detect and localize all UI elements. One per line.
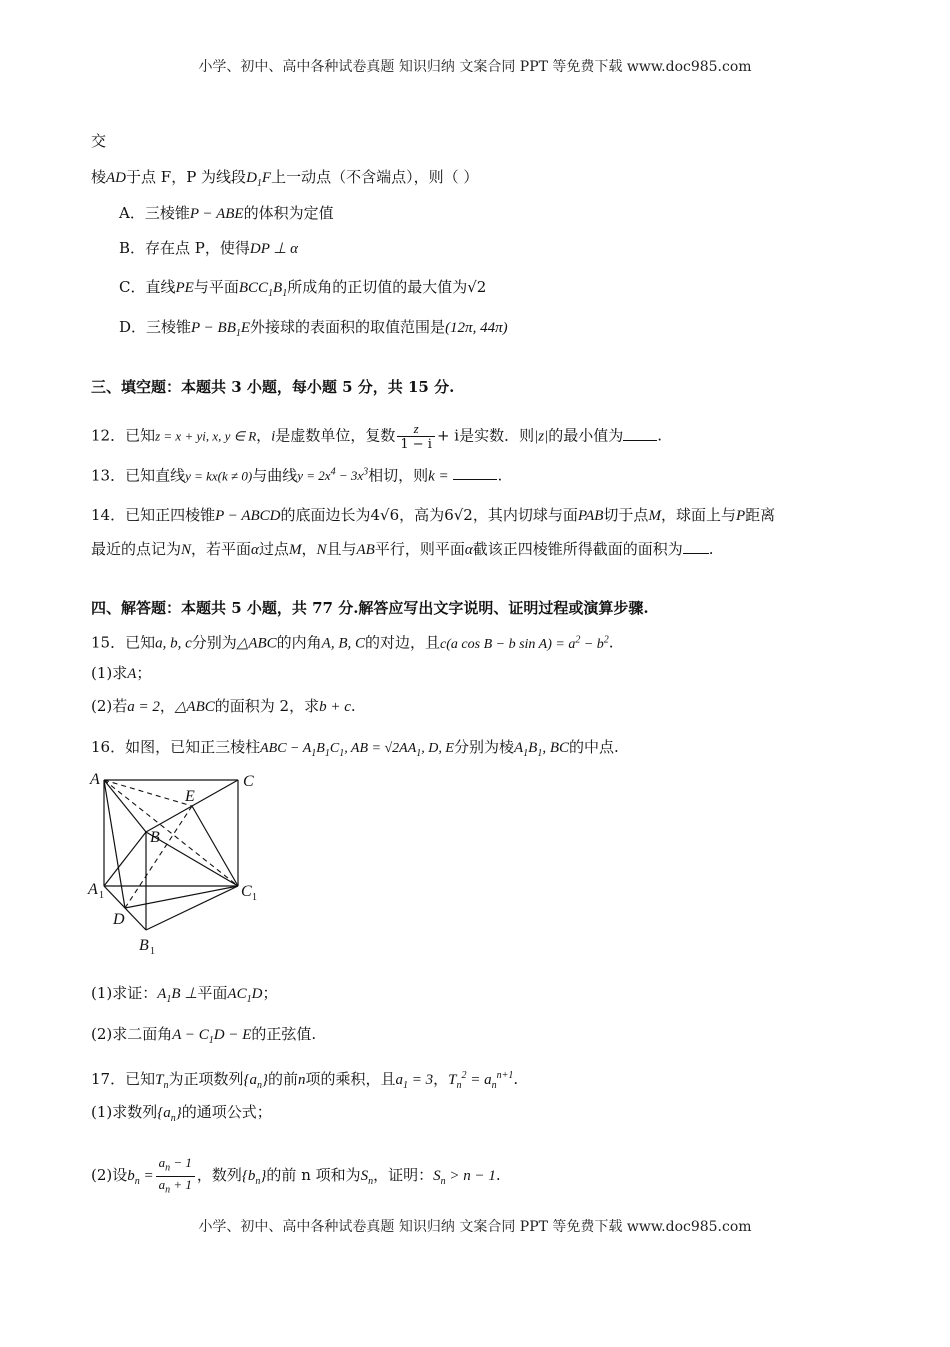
label-b1-sub: 1 [150,946,155,957]
q11-stem: 棱AD于点 F，P 为线段$D_1F$上一动点（不含端点），则（ ） [91,168,479,189]
label-a1-sub: 1 [99,890,104,901]
section-4-heading: 四、解答题：本题共 5 小题，共 77 分.解答应写出文字说明、证明过程或演算步骤. [91,599,649,617]
edge-b1c1 [146,886,238,930]
q11-option-a: A．三棱锥P − ABE的体积为定值 [119,204,334,222]
q17-stem: 17．已知$T_n$为正项数列$\{a_n\}$的前n项的乘积，且$a_1 = 3$，$T_n^2 = a_n^{n+1}$. [91,1070,519,1091]
label-d: D [113,911,125,928]
dashed-ac1 [104,780,238,886]
label-a1: A [88,881,98,898]
q13: 13．已知直线y = kx(k ≠ 0)与曲线$y = 2x^4 - 3x^3$相切，则k = . [91,466,503,485]
label-e: E [185,788,195,805]
segment-dc1 [125,886,238,908]
edge-ab [104,780,146,832]
segment-bc1 [146,832,238,886]
dashed-de [125,806,192,908]
q12: 12．已知z = x + yi, x, y ∈ R，i是虚数单位，复数 $\frac{z}{1 - i}$ + i是实数．则|z|的最小值为 . [91,421,662,452]
label-c1-sub: 1 [252,892,257,903]
label-a: A [90,771,100,788]
q11-continuation: 交 [91,132,107,150]
page-footer: 小学、初中、高中各种试卷真题 知识归纳 文案合同 PPT 等免费下载 www.doc985.com [198,1219,752,1235]
dashed-ae [104,780,192,806]
q15-stem: 15．已知a, b, c分别为△ABC的内角A, B, C的对边，且c(a cos B − b $\sin A) = a^2 - b^2$. [91,633,614,652]
label-c1: C [241,883,252,900]
q16-part-2: (2)求二面角$A - C_1D - E$的正弦值. [91,1025,317,1046]
q16-stem: 16．如图，已知正三棱柱ABC − $A_1B_1C_1$, AB = $√2AA_1$, D, E分别为棱$A_1B_1$, BC的中点. [91,738,619,759]
q11-option-b: B．存在点 P，使得DP ⊥ α [119,239,299,257]
segment-a1b [104,832,146,886]
q14-line-2: 最近的点记为N，若平面α过点M，N且与AB平行，则平面α截该正四棱锥所得截面的面积为 . [91,540,714,558]
q16-part-1: (1)求证：$A_1B$ ⊥平面$AC_1D$； [91,984,278,1005]
q14-line-1: 14．已知正四棱锥P − ABCD的底面边长为4√6，高为6√2，其内切球与面PAB切于点M，球面上与P距离 [91,506,776,524]
label-b: B [150,829,160,846]
q11-option-c: C．直线PE与平面$BCC_1B_1$所成角的正切值的最大值为√2 [119,278,487,299]
section-3-heading: 三、填空题：本题共 3 小题，每小题 5 分，共 15 分. [91,378,455,396]
q11-option-d: D．三棱锥$P - BB_1E$外接球的表面积的取值范围是(12π, 44π) [119,318,508,339]
q17-part-1: (1)求数列$\{a_n\}$的通项公式； [91,1103,272,1124]
label-c: C [243,773,254,790]
segment-ec1 [192,806,238,886]
q17-part-2: (2)设$b_n$ = $\frac{a_n - 1}{a_n + 1}$ ，数列$\{b_n\}$的前 n 项和为$S_n$，证明：$S_n > n - 1$. [91,1155,501,1196]
q15-part-2: (2)若a = 2，△ABC的面积为 2，求b + c. [91,697,356,715]
page-header: 小学、初中、高中各种试卷真题 知识归纳 文案合同 PPT 等免费下载 www.doc985.com [198,59,752,75]
prism-figure [86,768,266,958]
q15-part-1: (1)求A； [91,664,152,682]
label-b1: B [139,937,149,954]
